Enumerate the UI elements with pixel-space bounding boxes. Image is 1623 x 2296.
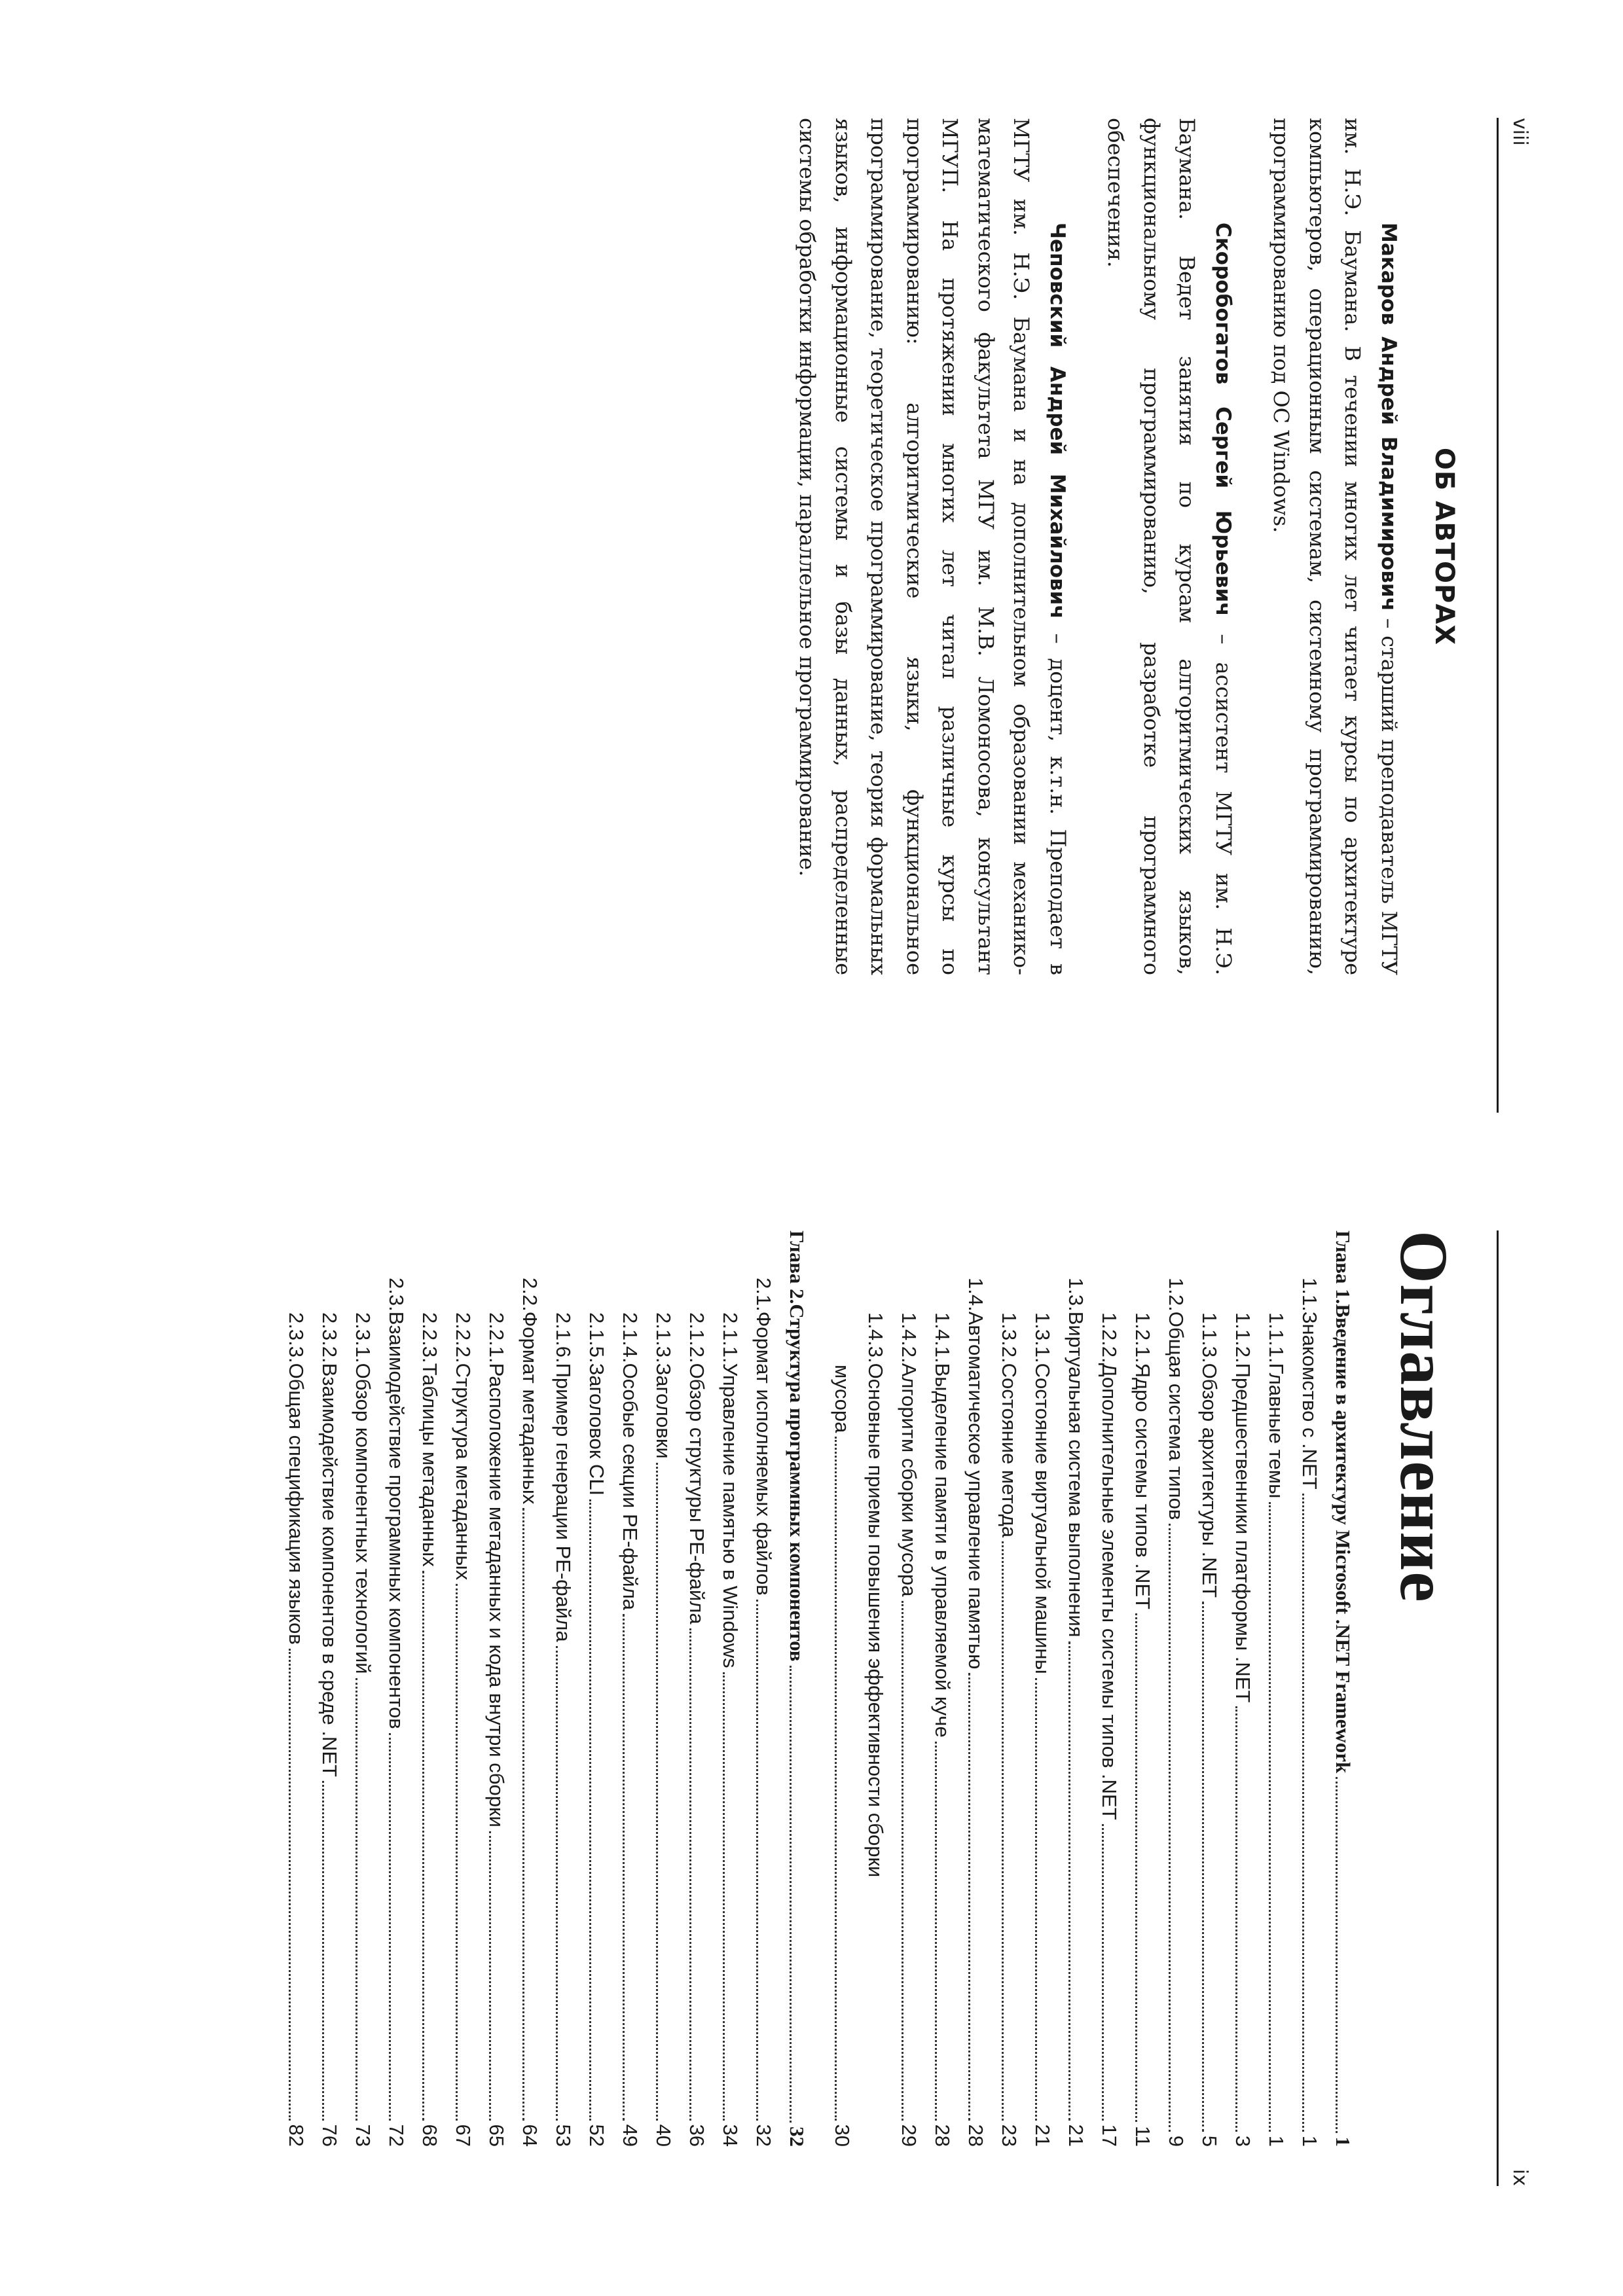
- toc-leader-dots: [1202, 1602, 1205, 2132]
- left-page-number: viii: [1508, 118, 1531, 146]
- toc-entry-number: 2.1.5.: [585, 1312, 608, 1363]
- toc-entry-label: Общая система типов: [1165, 1311, 1188, 1520]
- toc-leader-dots: [1002, 1541, 1004, 2120]
- toc-entry-label: Управление памятью в Windows: [719, 1363, 742, 1668]
- toc-entry-number: 1.2.: [1165, 1278, 1188, 1312]
- toc-entry-page: 72: [385, 2124, 408, 2147]
- toc-leader-dots: [389, 1733, 392, 2121]
- toc-leader-dots: [623, 1614, 625, 2120]
- toc-entry-number: 1.2.2.: [1098, 1312, 1121, 1363]
- author-description: – старший преподаватель МГТУ им. Н.Э. Баумана. В течении многих лет читает курсы по архитектуре компьютеров, операционным системам, системному программированию, программированию под ОС Windows.: [1269, 118, 1402, 976]
- toc-leader-dots: [790, 1666, 792, 2123]
- toc-entry-page: 17: [1098, 2124, 1121, 2147]
- toc-entry: [651, 1230, 685, 2147]
- toc-entry-label: Ядро системы типов .NET: [1131, 1363, 1154, 1609]
- author-description: – доцент, к.т.н. Преподает в МГТУ им. Н.Э. Баумана и на дополнительном образовании механико-математического факультета МГУ им. М.В. Ломоносова, консультант МГУП. На протяжении многих лет читал различные курсы по программированию: алгоритмические языки, функциональное программирование, теоретическое программирование, теория формальных языков, информационные системы и базы данных, распределенные системы обработки информации, параллельное программирование.: [795, 118, 1070, 975]
- toc-leader-dots: [1336, 1777, 1338, 2132]
- toc-leader-dots: [1235, 1706, 1238, 2131]
- toc-entry-label: Структура программных компонентов: [786, 1304, 809, 1662]
- toc-entry-number: 1.4.: [964, 1278, 987, 1312]
- toc-entry-number: 1.4.3.: [864, 1312, 887, 1363]
- toc-entry-label: Взаимодействие компонентов в среде .NET: [318, 1363, 341, 1777]
- toc-entry: [384, 1230, 418, 2147]
- toc-entry-label: Формат исполняемых файлов: [752, 1311, 775, 1596]
- right-page: [0, 1230, 1623, 2186]
- toc-entry-page: 73: [352, 2124, 374, 2147]
- toc-entry-number: 2.2.3.: [418, 1312, 441, 1363]
- toc-entry-page: 23: [998, 2124, 1021, 2147]
- toc-entry-number: 2.1.2.: [685, 1312, 708, 1363]
- toc-entry-page: 40: [652, 2124, 675, 2147]
- toc-entry-label: Главные темы: [1265, 1363, 1288, 1499]
- toc-entry-label: Взаимодействие программных компонентов: [385, 1311, 408, 1729]
- toc-entry-label: Введение в архитектуру Microsoft .NET Framework: [1332, 1304, 1355, 1774]
- toc-title: Оглавление: [1386, 1230, 1461, 1603]
- toc-entry-number: 2.2.2.: [452, 1312, 475, 1363]
- toc-entry-page: 64: [519, 2124, 541, 2147]
- toc-entry-page: 32: [752, 2124, 775, 2147]
- toc-entry: [551, 1230, 585, 2147]
- author-name: Скоробогатов Сергей Юрьевич: [1211, 223, 1235, 617]
- toc-entry-page: 9: [1165, 2135, 1188, 2147]
- toc-entry-number: 2.3.: [385, 1278, 408, 1312]
- table-of-contents: [284, 1230, 1364, 2147]
- toc-entry: [997, 1230, 1030, 2147]
- toc-entry-page: 5: [1198, 2135, 1221, 2147]
- toc-entry-page: 82: [285, 2124, 308, 2147]
- toc-entry-page: 29: [898, 2124, 921, 2147]
- toc-entry-number: 1.4.2.: [898, 1312, 921, 1363]
- toc-entry-page: 1: [1332, 2136, 1355, 2147]
- toc-entry-page: 36: [685, 2124, 708, 2147]
- toc-leader-dots: [1269, 1502, 1271, 2131]
- toc-entry: [1164, 1230, 1197, 2147]
- toc-entry-label: Автоматическое управление памятью: [964, 1311, 987, 1670]
- toc-entry: [484, 1230, 518, 2147]
- toc-entry-page: 68: [418, 2124, 441, 2147]
- toc-entry-page: 1: [1265, 2135, 1288, 2147]
- toc-entry-page: 76: [318, 2124, 341, 2147]
- toc-entry-page: 21: [1065, 2124, 1087, 2147]
- toc-entry-page: 49: [619, 2124, 642, 2147]
- toc-entry-number: 1.3.1.: [1031, 1312, 1054, 1363]
- toc-leader-dots: [1169, 1524, 1171, 2131]
- toc-entry-label: мусора: [831, 1365, 854, 1433]
- toc-entry: [964, 1230, 997, 2147]
- toc-entry: [351, 1230, 384, 2147]
- toc-entry-page: 1: [1298, 2135, 1321, 2147]
- toc-entry-page: 28: [931, 2124, 954, 2147]
- toc-entry-label: Пример генерации PE-файла: [552, 1363, 575, 1642]
- toc-entry: [518, 1230, 551, 2147]
- toc-entry-page: 32: [786, 2126, 809, 2147]
- right-page-number: ix: [1508, 2168, 1531, 2186]
- toc-leader-dots: [289, 1649, 291, 2121]
- toc-entry-number: 1.1.3.: [1198, 1312, 1221, 1363]
- toc-entry-label: Формат метаданных: [519, 1311, 541, 1505]
- toc-entry-label: Основные приемы повышения эффективности сборки: [864, 1363, 887, 1878]
- toc-leader-dots: [422, 1571, 425, 2121]
- toc-entry-label: Предшественники платформы .NET: [1231, 1363, 1254, 1703]
- toc-leader-dots: [556, 1646, 558, 2121]
- toc-entry: [451, 1230, 484, 2147]
- toc-entry: [864, 1230, 897, 2147]
- toc-entry: [930, 1230, 964, 2147]
- toc-entry: [318, 1230, 351, 2147]
- toc-entry-number: Глава 2.: [786, 1230, 809, 1304]
- header-rule-right: [1497, 1230, 1499, 2186]
- toc-entry-continuation: [830, 1230, 864, 2147]
- toc-entry: [585, 1230, 618, 2147]
- toc-entry-label: Обзор компонентных технологий: [352, 1363, 374, 1674]
- toc-entry-page: 67: [452, 2124, 475, 2147]
- toc-entry: [1064, 1230, 1097, 2147]
- about-authors-text: [767, 118, 1407, 975]
- toc-entry-number: 2.1.4.: [619, 1312, 642, 1363]
- toc-entry-number: 2.3.3.: [285, 1312, 308, 1363]
- toc-entry-label: Структура метаданных: [452, 1363, 475, 1581]
- toc-entry-page: 28: [964, 2124, 987, 2147]
- toc-entry-label: Выделение памяти в управляемой куче: [931, 1363, 954, 1738]
- toc-entry-number: 2.1.: [752, 1278, 775, 1312]
- toc-leader-dots: [835, 1437, 837, 2120]
- toc-entry-label: Расположение метаданных и кода внутри сборки: [485, 1363, 508, 1827]
- toc-entry-label: Особые секции PE-файла: [619, 1363, 642, 1611]
- toc-entry-number: 1.2.1.: [1131, 1312, 1154, 1363]
- toc-entry: [418, 1230, 451, 2147]
- toc-entry-number: 1.3.: [1065, 1278, 1087, 1312]
- toc-entry-page: 21: [1031, 2124, 1054, 2147]
- toc-leader-dots: [1135, 1613, 1138, 2122]
- toc-entry-number: 2.1.3.: [652, 1312, 675, 1363]
- author-description: – ассистент МГТУ им. Н.Э. Баумана. Ведет занятия по курсам алгоритмических языков, функциональному программированию, разработке программного обеспечения.: [1103, 118, 1236, 975]
- toc-entry-label: Обзор архитектуры .NET: [1198, 1363, 1221, 1598]
- toc-leader-dots: [1102, 1824, 1104, 2121]
- toc-entry: [1197, 1230, 1231, 2147]
- toc-entry-label: Знакомство с .NET: [1298, 1311, 1321, 1490]
- toc-entry-page: 53: [552, 2124, 575, 2147]
- toc-entry-label: Заголовок CLI: [585, 1363, 608, 1496]
- author-bio: [1264, 118, 1407, 975]
- toc-entry-number: 1.1.1.: [1265, 1312, 1288, 1363]
- toc-entry-number: 2.3.2.: [318, 1312, 341, 1363]
- toc-entry-label: Таблицы метаданных: [418, 1363, 441, 1567]
- toc-entry-number: 2.1.6.: [552, 1312, 575, 1363]
- left-page: [0, 118, 1623, 1113]
- toc-entry-label: Заголовки: [652, 1363, 675, 1459]
- toc-leader-dots: [689, 1628, 692, 2121]
- toc-entry: [1097, 1230, 1131, 2147]
- author-bio: [790, 118, 1076, 975]
- toc-entry: [1298, 1230, 1331, 2147]
- toc-leader-dots: [656, 1463, 659, 2121]
- about-authors-heading: ОБ АВТОРАХ: [1429, 447, 1459, 646]
- header-rule-left: [1497, 118, 1499, 1113]
- toc-entry-number: 2.2.1.: [485, 1312, 508, 1363]
- toc-entry: [284, 1230, 318, 2147]
- toc-entry-number: 1.1.2.: [1231, 1312, 1254, 1363]
- toc-leader-dots: [356, 1678, 358, 2121]
- toc-leader-dots: [968, 1673, 971, 2120]
- toc-leader-dots: [1035, 1678, 1038, 2121]
- toc-entry: [1131, 1230, 1164, 2147]
- toc-entry-label: Состояние виртуальной машины: [1031, 1363, 1054, 1674]
- toc-entry: [718, 1230, 752, 2147]
- toc-leader-dots: [902, 1601, 904, 2121]
- toc-leader-dots: [756, 1600, 759, 2121]
- toc-entry: [752, 1230, 785, 2147]
- toc-entry-page: 30: [831, 2124, 854, 2147]
- toc-entry-page: 65: [485, 2124, 508, 2147]
- toc-entry: [1264, 1230, 1298, 2147]
- toc-entry-label: Общая спецификация языков: [285, 1363, 308, 1645]
- toc-entry: [685, 1230, 718, 2147]
- toc-leader-dots: [456, 1584, 458, 2120]
- toc-entry-number: 1.1.: [1298, 1278, 1321, 1312]
- toc-entry-number: 2.1.1.: [719, 1312, 742, 1363]
- toc-entry-page: 34: [719, 2124, 742, 2147]
- toc-entry-label: Обзор структуры PE-файла: [685, 1363, 708, 1624]
- toc-entry: [1030, 1230, 1064, 2147]
- toc-leader-dots: [589, 1499, 592, 2120]
- toc-entry-label: Дополнительные элементы системы типов .NET: [1098, 1363, 1121, 1820]
- toc-entry-number: 2.3.1.: [352, 1312, 374, 1363]
- toc-leader-dots: [723, 1672, 725, 2121]
- author-bio: [1098, 118, 1241, 975]
- toc-entry: [897, 1230, 930, 2147]
- toc-leader-dots: [935, 1742, 938, 2121]
- toc-leader-dots: [322, 1781, 325, 2121]
- toc-entry-label: Виртуальная система выполнения: [1065, 1311, 1087, 1638]
- toc-entry-page: 3: [1231, 2135, 1254, 2147]
- toc-entry-page: 52: [585, 2124, 608, 2147]
- toc-entry-label: Состояние метода: [998, 1363, 1021, 1538]
- toc-leader-dots: [522, 1508, 525, 2120]
- toc-chapter-entry: [785, 1230, 818, 2147]
- toc-leader-dots: [489, 1831, 492, 2121]
- toc-leader-dots: [1068, 1641, 1071, 2121]
- author-name: Чеповский Андрей Михайлович: [1046, 223, 1069, 619]
- toc-entry-number: Глава 1.: [1332, 1230, 1355, 1304]
- toc-entry-label: Алгоритм сборки мусора: [898, 1363, 921, 1597]
- toc-entry: [1231, 1230, 1264, 2147]
- toc-chapter-entry: [1331, 1230, 1364, 2147]
- toc-entry-number: 1.4.1.: [931, 1312, 954, 1363]
- toc-entry: [618, 1230, 651, 2147]
- toc-entry-number: 1.3.2.: [998, 1312, 1021, 1363]
- author-name: Макаров Андрей Владимирович: [1377, 223, 1400, 611]
- toc-leader-dots: [1302, 1494, 1305, 2132]
- toc-entry-number: 2.2.: [519, 1278, 541, 1312]
- toc-entry-page: 11: [1131, 2125, 1154, 2147]
